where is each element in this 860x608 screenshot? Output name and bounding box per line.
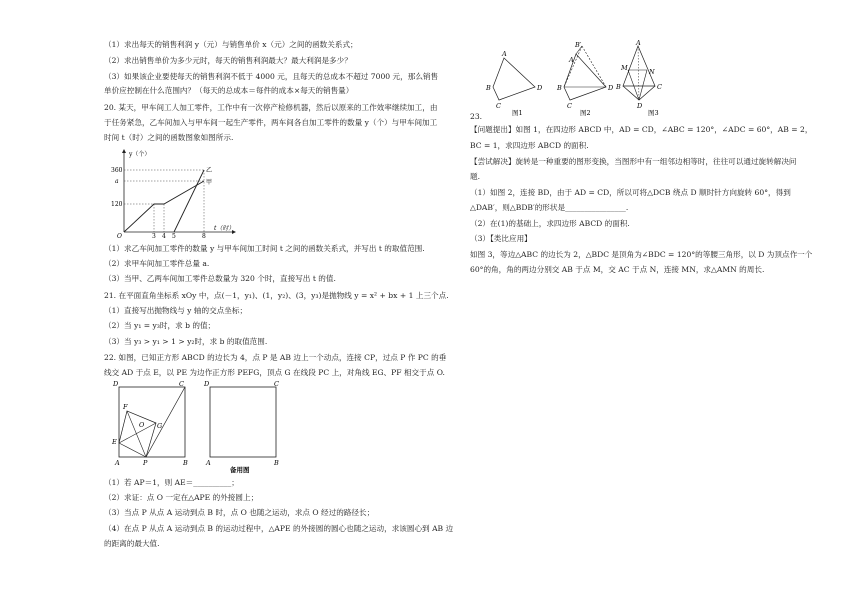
q22-line2: 线交 AD 于点 E，以 PE 为边作正方形 PEFG，顶点 G 在线段 PC 上，对角线 EG、PF 相交于点 O. [104, 368, 445, 377]
yi-line [174, 170, 204, 232]
square-pefg [119, 411, 156, 457]
q20-line1: 20. 某天，甲车间工人加工零件，工作中有一次停产检修机器，然后以原来的工作效率继续加工，由 [104, 103, 438, 112]
q23-attempt-line1: 【尝试解决】旋转是一种重要的图形变换，当图形中有一组邻边相等时，往往可以通过旋转解决问 [470, 157, 797, 166]
jia-label: 甲 [206, 179, 213, 186]
tick-360: 360 [111, 167, 123, 174]
fig1-label-B: B [486, 84, 491, 92]
fig2-label-B-prime: B′ [575, 41, 582, 49]
fig3-label-M: M [621, 64, 628, 72]
label-E: E [112, 438, 117, 446]
q21-part3: （3）当 y₃ > y₁ > 1 > y₂时，求 b 的取值范围. [104, 337, 268, 346]
q23-attempt-line2: 题. [470, 172, 481, 181]
fig3-caption: 图3 [648, 109, 659, 117]
label-D: D [113, 380, 119, 388]
fig1-label-C: C [496, 102, 501, 110]
q22-part4-line2: 的距离的最大值. [104, 539, 160, 548]
spare-caption: 备用图 [230, 466, 250, 474]
fig3-segment-ad [638, 46, 639, 100]
tick-8: 8 [202, 233, 206, 240]
fig1-caption: 图1 [512, 109, 523, 117]
fig1-label-D: D [537, 84, 543, 92]
q19-part3-line1: （3）如果该企业要使每天的销售利润不低于 4000 元，且每天的总成本不超过 7000 元，那么销售 [104, 72, 439, 81]
tick-3: 3 [152, 233, 156, 240]
q20-part3: （3）当甲、乙两车间加工零件总数量为 320 个时，直接写出 t 的值. [104, 274, 336, 283]
origin-label: O [117, 233, 122, 240]
q22-part2: （2）求证：点 O 一定在△APE 的外接圆上； [104, 493, 259, 502]
q22-square-figure [110, 380, 290, 475]
fig1-quadrilateral [493, 58, 535, 100]
q22-part1: （1）若 AP＝1，则 AE＝__________； [104, 478, 239, 487]
fig2-segment-db1 [582, 46, 606, 87]
x-axis-label: t（时） [214, 225, 235, 232]
q19-part3-line2: 单价应控制在什么范围内？（每天的总成本＝每件的成本×每天的销售量） [104, 86, 354, 95]
q23-part1-line1: （1）如图 2，连接 BD，由于 AD = CD，所以可将△DCB 绕点 D 顺时针方向旋转 60°，得到 [470, 188, 791, 197]
q19-part2: （2）求出销售单价为多少元时，每天的销售利润最大？最大利润是多少？ [104, 56, 352, 65]
q20-part2: （2）求甲车间加工零件总量 a. [104, 259, 210, 268]
jia-line [124, 181, 204, 232]
label-B: B [183, 459, 188, 467]
spare-label-C: C [274, 380, 279, 388]
q21-part1: （1）直接写出抛物线与 y 轴的交点坐标； [104, 306, 248, 315]
spare-label-A: A [206, 459, 211, 467]
q20-line2: 于任务紧急，乙车间加入与甲车间一起生产零件，两车间各自加工零件的数量 y（个）与甲车间加工 [104, 118, 438, 127]
y-axis-label: y（个） [129, 151, 151, 158]
fig3-label-A: A [636, 39, 641, 47]
spare-label-D: D [204, 380, 210, 388]
tick-120: 120 [111, 201, 123, 208]
q23-part1-line2: △DAB′，则△BDB′的形状是________________. [470, 203, 629, 212]
label-A: A [115, 459, 120, 467]
fig2-label-D: D [608, 84, 614, 92]
q23-number: 23. [470, 112, 483, 121]
q23-problem-line2: BC = 1，求四边形 ABCD 的面积. [470, 141, 589, 150]
q20-part1: （1）求乙车间加工零件的数量 y 与甲车间加工时间 t 之间的函数关系式，并写出 t 的取值范围. [104, 244, 425, 253]
fig3-label-C: C [657, 83, 662, 91]
segment-pc [146, 387, 185, 457]
fig3-triangle-abc [623, 46, 655, 86]
tick-4: 4 [162, 233, 166, 240]
q23-part3-line2: 60°的角，角的两边分别交 AB 于点 M，交 AC 于点 N，连接 MN，求△AMN 的周长. [470, 265, 765, 274]
label-P: P [143, 459, 148, 467]
spare-square [210, 387, 276, 457]
fig3-label-B: B [616, 83, 621, 91]
label-G: G [157, 422, 163, 430]
fig3-label-D: D [637, 102, 643, 110]
label-F: F [123, 403, 128, 411]
fig3-label-N: N [649, 68, 655, 76]
label-O: O [139, 421, 145, 429]
q21-part2: （2）当 y₁ = y₃时，求 b 的值； [104, 321, 216, 330]
fig1-label-A: A [502, 50, 507, 58]
y-axis-arrow-icon [122, 149, 126, 153]
fig2-caption: 图2 [580, 109, 591, 117]
q21-stem: 21. 在平面直角坐标系 xOy 中，点(－1，y₁)、(1，y₂)、(3，y₃)是抛物线 y = x² + bx + 1 上三个点. [104, 291, 449, 300]
fig2-label-C: C [567, 102, 572, 110]
q22-line1: 22. 如图，已知正方形 ABCD 的边长为 4，点 P 是 AB 边上一个动点，连接 CP，过点 P 作 PC 的垂 [104, 353, 447, 362]
diagonal-eg [119, 423, 156, 443]
q22-part4-line1: （4）在点 P 从点 A 运动到点 B 的运动过程中，△APE 的外接圆的圆心也随之运动，求该圆心到 AB 边 [104, 524, 454, 533]
q20-function-graph [110, 148, 240, 238]
q23-figures [480, 40, 680, 116]
tick-a: a [115, 178, 119, 185]
yi-label: 乙 [206, 167, 213, 174]
label-C: C [179, 380, 184, 388]
fig2-segment-bb1 [564, 46, 582, 87]
fig3-segment-dn [639, 70, 647, 100]
q23-part3-line1: 如图 3，等边△ABC 的边长为 2，△BDC 是顶角为∠BDC = 120°的等腰三角形，以 D 为顶点作一个 [470, 250, 813, 259]
q20-line3: 时间 t（时）之间的函数图象如图所示. [104, 133, 234, 142]
fig2-label-A: A [569, 56, 574, 64]
tick-5: 5 [172, 233, 176, 240]
q22-part3: （3）当点 P 从点 A 运动到点 B 时，点 O 也随之运动，求点 O 经过的路径长； [104, 508, 375, 517]
fig2-label-B: B [557, 84, 562, 92]
q23-part2: （2）在(1)的基础上，求四边形 ABCD 的面积. [470, 219, 630, 228]
spare-label-B: B [274, 459, 279, 467]
q23-part3-heading: （3）【类比应用】 [470, 234, 532, 243]
q19-part1: （1）求出每天的销售利润 y（元）与销售单价 x（元）之间的函数关系式； [104, 40, 358, 49]
q23-problem-line1: 【问题提出】如图 1，在四边形 ABCD 中，AD = CD，∠ABC = 120°，∠ADC = 60°，AB = 2， [470, 125, 813, 134]
